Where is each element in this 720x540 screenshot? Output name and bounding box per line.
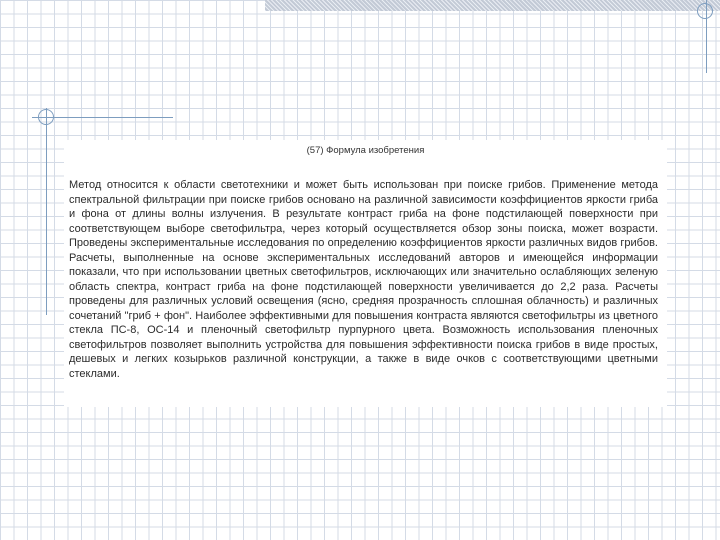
decorative-circle-left — [38, 109, 54, 125]
decorative-vertical-line-left — [46, 108, 47, 315]
document-sheet — [64, 140, 667, 407]
top-decorative-band — [265, 0, 720, 11]
document-paragraph: Метод относится к области светотехники и может быть использован при поиске грибов. Применение метода спектральной фильтрации при поиске грибов основано на различной зависимости коэффициентов яркости гриба и фона от длины волны излучения. В результате контраст гриба на фоне подстилающей поверхности при соответствующем выборе светофильтра, через который осуществляется обзор зоны поиска, может возрасти. Проведены экспериментальные исследования по определению коэффициентов яркости различных видов грибов. Расчеты, выполненные на основе экспериментальных исследований авторов и имеющейся информации показали, что при использовании цветных светофильтров, исключающих или значительно ослабляющих зеленую область спектра, контраст гриба на фоне подстилающей поверхности увеличивается до 2,2 раза. Расчеты проведены для различных условий освещения (ясно, средняя прозрачность сплошная облачность) и различных сочетаний "гриб + фон". Наиболее эффективными для повышения контраста являются светофильтры из цветного стекла ПС-8, ОС-14 и пленочный светофильтр пурпурного цвета. Возможность использования пленочных светофильтров позволяет выполнить устройства для повышения эффективности поиска грибов в виде простых, дешевых и легких козырьков различной конструкции, а также в виде очков с соответствующими цветными стеклами. — [69, 179, 658, 380]
decorative-circle-right — [697, 3, 713, 19]
document-heading: (57) Формула изобретения — [306, 145, 425, 156]
